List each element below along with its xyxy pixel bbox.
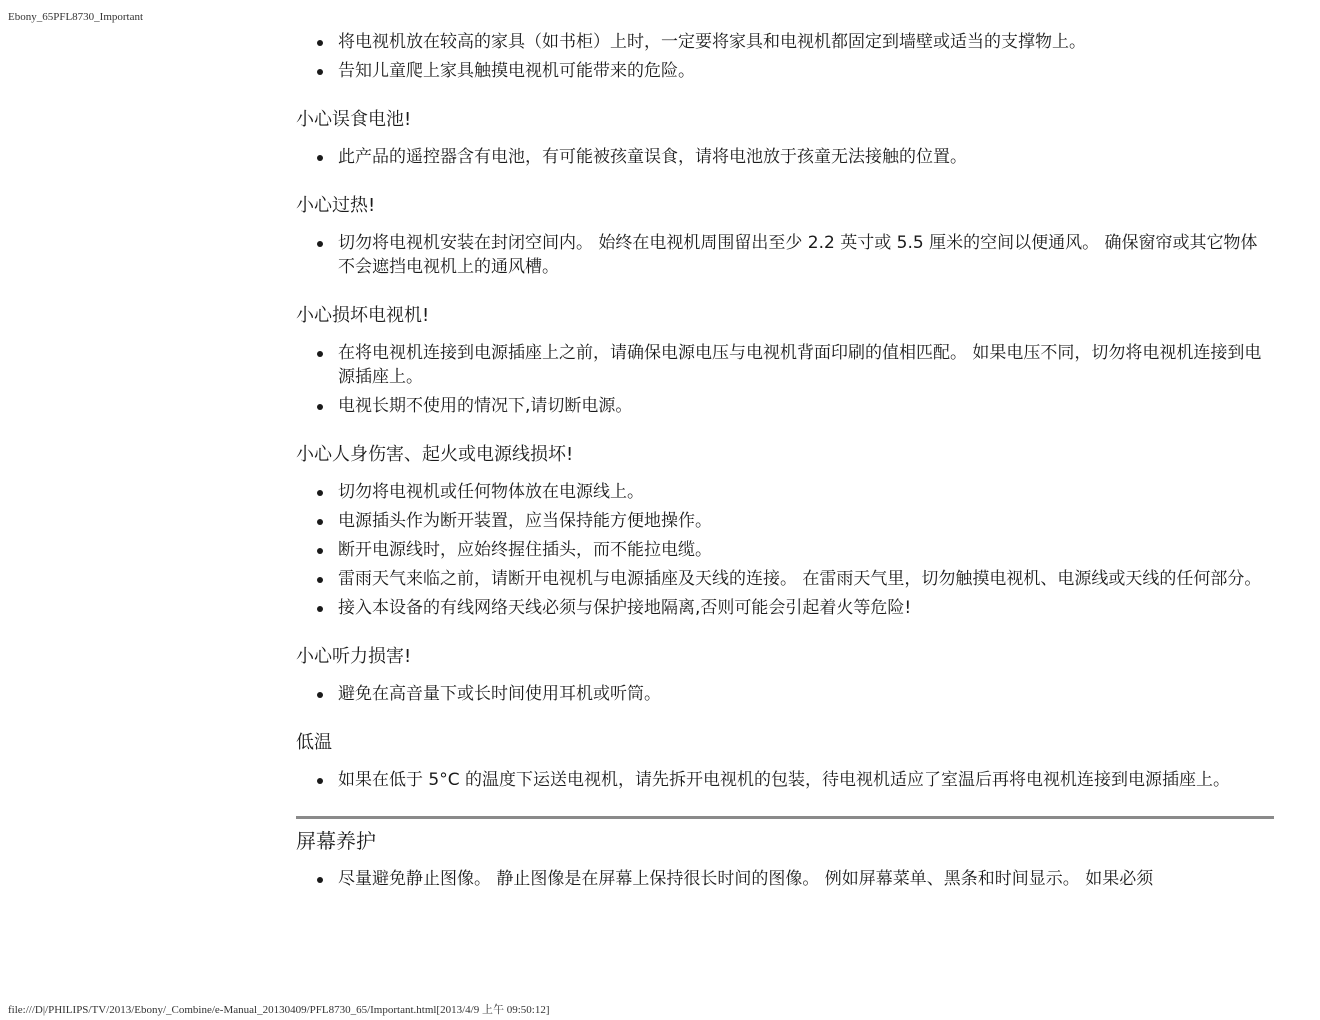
- section-heading: 小心听力损害!: [296, 646, 412, 667]
- list-item: 电视长期不使用的情况下,请切断电源。: [296, 394, 1274, 418]
- section-list: [296, 768, 1274, 792]
- list-item: 接入本设备的有线网络天线必须与保护接地隔离,否则可能会引起着火等危险!: [296, 596, 1274, 620]
- intro-list: [296, 30, 1274, 83]
- section-list: [296, 867, 1274, 891]
- section-heading: 小心损坏电视机!: [296, 305, 430, 326]
- page-footer: file:///D|/PHILIPS/TV/2013/Ebony/_Combine/e-Manual_20130409/PFL8730_65/Important.html[2013/4/9 上午 09:50:12]: [8, 1004, 550, 1016]
- section-heading: 小心过热!: [296, 195, 376, 216]
- section-heading: 小心人身伤害、起火或电源线损坏!: [296, 444, 574, 465]
- list-item: 避免在高音量下或长时间使用耳机或听筒。: [296, 682, 1274, 706]
- section-list: [296, 231, 1274, 279]
- section-heading: 小心误食电池!: [296, 109, 412, 130]
- section-injury: [296, 442, 1274, 620]
- section-list: [296, 480, 1274, 620]
- list-item: 在将电视机连接到电源插座上之前，请确保电源电压与电视机背面印刷的值相匹配。 如果电压不同，切勿将电视机连接到电源插座上。: [296, 341, 1274, 389]
- list-item: 告知儿童爬上家具触摸电视机可能带来的危险。: [296, 59, 1274, 83]
- section-list: [296, 682, 1274, 706]
- list-item: 电源插头作为断开装置，应当保持能方便地操作。: [296, 509, 1274, 533]
- section-screen-care: [296, 827, 1274, 891]
- section-hearing: [296, 644, 1274, 706]
- section-divider: [296, 816, 1274, 819]
- list-item: 将电视机放在较高的家具（如书柜）上时，一定要将家具和电视机都固定到墙壁或适当的支撑物上。: [296, 30, 1274, 54]
- section-tv-damage: [296, 303, 1274, 418]
- list-item: 尽量避免静止图像。 静止图像是在屏幕上保持很长时间的图像。 例如屏幕菜单、黑条和时间显示。 如果必须: [296, 867, 1274, 891]
- section-overheat: [296, 193, 1274, 279]
- document-content: [296, 30, 1274, 896]
- list-item: 雷雨天气来临之前，请断开电视机与电源插座及天线的连接。 在雷雨天气里，切勿触摸电视机、电源线或天线的任何部分。: [296, 567, 1274, 591]
- section-battery: [296, 107, 1274, 169]
- section-title: 屏幕养护: [296, 829, 376, 853]
- section-list: [296, 341, 1274, 418]
- list-item: 断开电源线时，应始终握住插头，而不能拉电缆。: [296, 538, 1274, 562]
- list-item: 切勿将电视机或任何物体放在电源线上。: [296, 480, 1274, 504]
- section-list: [296, 145, 1274, 169]
- list-item: 如果在低于 5°C 的温度下运送电视机，请先拆开电视机的包装，待电视机适应了室温后再将电视机连接到电源插座上。: [296, 768, 1274, 792]
- section-heading: 低温: [296, 732, 332, 753]
- page-header: Ebony_65PFL8730_Important: [8, 11, 144, 23]
- list-item: 切勿将电视机安装在封闭空间内。 始终在电视机周围留出至少 2.2 英寸或 5.5 厘米的空间以便通风。 确保窗帘或其它物体不会遮挡电视机上的通风槽。: [296, 231, 1274, 279]
- list-item: 此产品的遥控器含有电池，有可能被孩童误食，请将电池放于孩童无法接触的位置。: [296, 145, 1274, 169]
- section-low-temp: [296, 730, 1274, 792]
